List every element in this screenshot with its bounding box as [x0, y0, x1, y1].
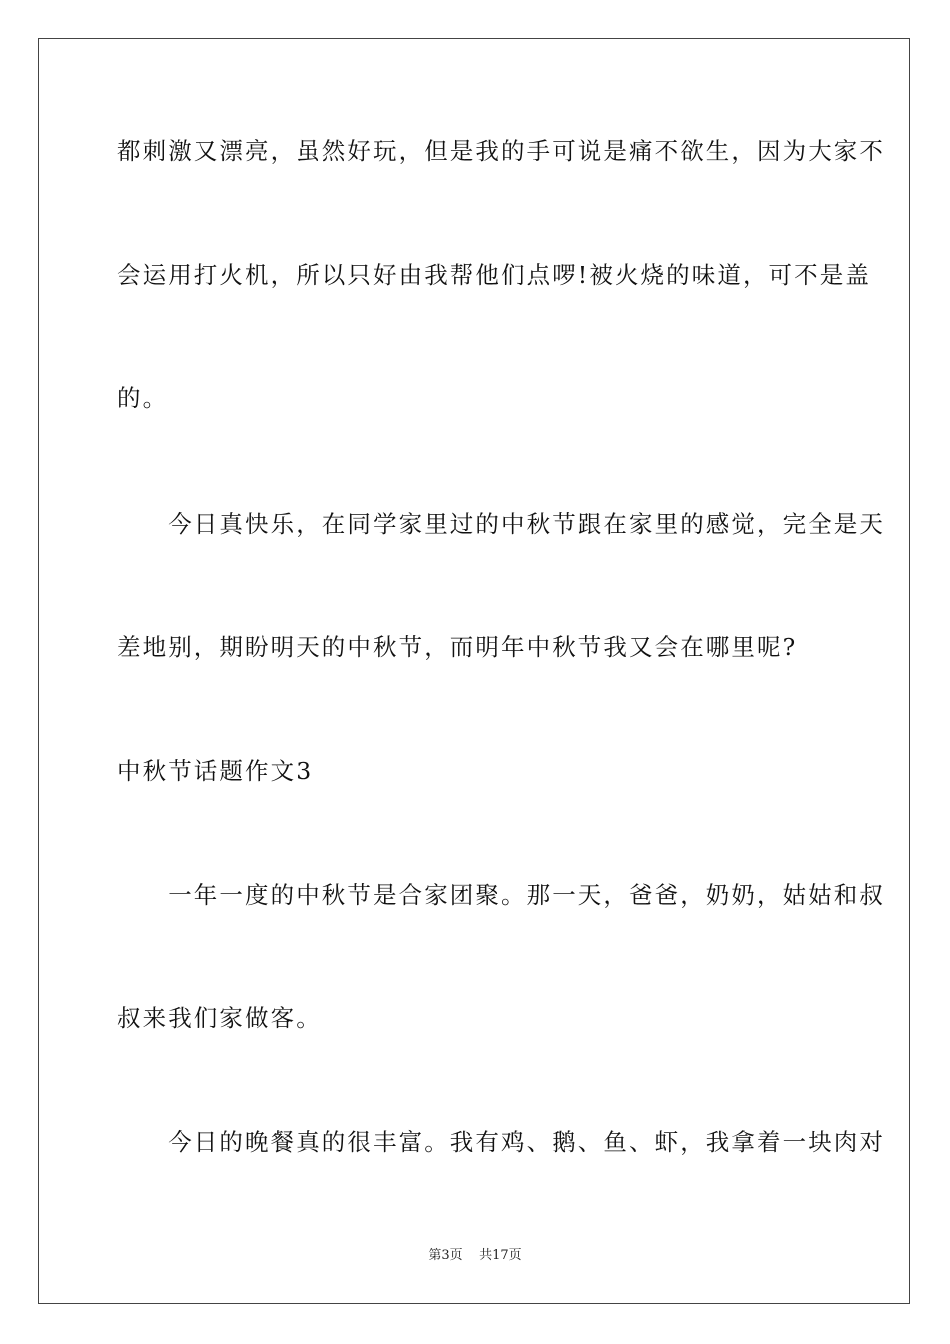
page-footer [0, 1247, 950, 1265]
page-number: 第3页 [428, 1248, 463, 1263]
paragraph-line: 今日真快乐，在同学家里过的中秋节跟在家里的感觉，完全是天 [117, 510, 885, 538]
section-heading: 中秋节话题作文3 [117, 757, 314, 785]
paragraph-line: 叔来我们家做客。 [117, 1004, 322, 1032]
paragraph-line: 差地别，期盼明天的中秋节，而明年中秋节我又会在哪里呢? [117, 633, 798, 661]
paragraph-line: 都刺激又漂亮，虽然好玩，但是我的手可说是痛不欲生，因为大家不 [117, 137, 885, 165]
page-total: 共17页 [479, 1248, 522, 1263]
paragraph-line: 一年一度的中秋节是合家团聚。那一天，爸爸，奶奶，姑姑和叔 [117, 881, 885, 909]
paragraph-line: 的。 [117, 384, 169, 412]
page-border [38, 38, 910, 1304]
paragraph-line: 今日的晚餐真的很丰富。我有鸡、鹅、鱼、虾，我拿着一块肉对 [117, 1128, 885, 1156]
paragraph-line: 会运用打火机，所以只好由我帮他们点啰!被火烧的味道，可不是盖 [117, 261, 871, 289]
